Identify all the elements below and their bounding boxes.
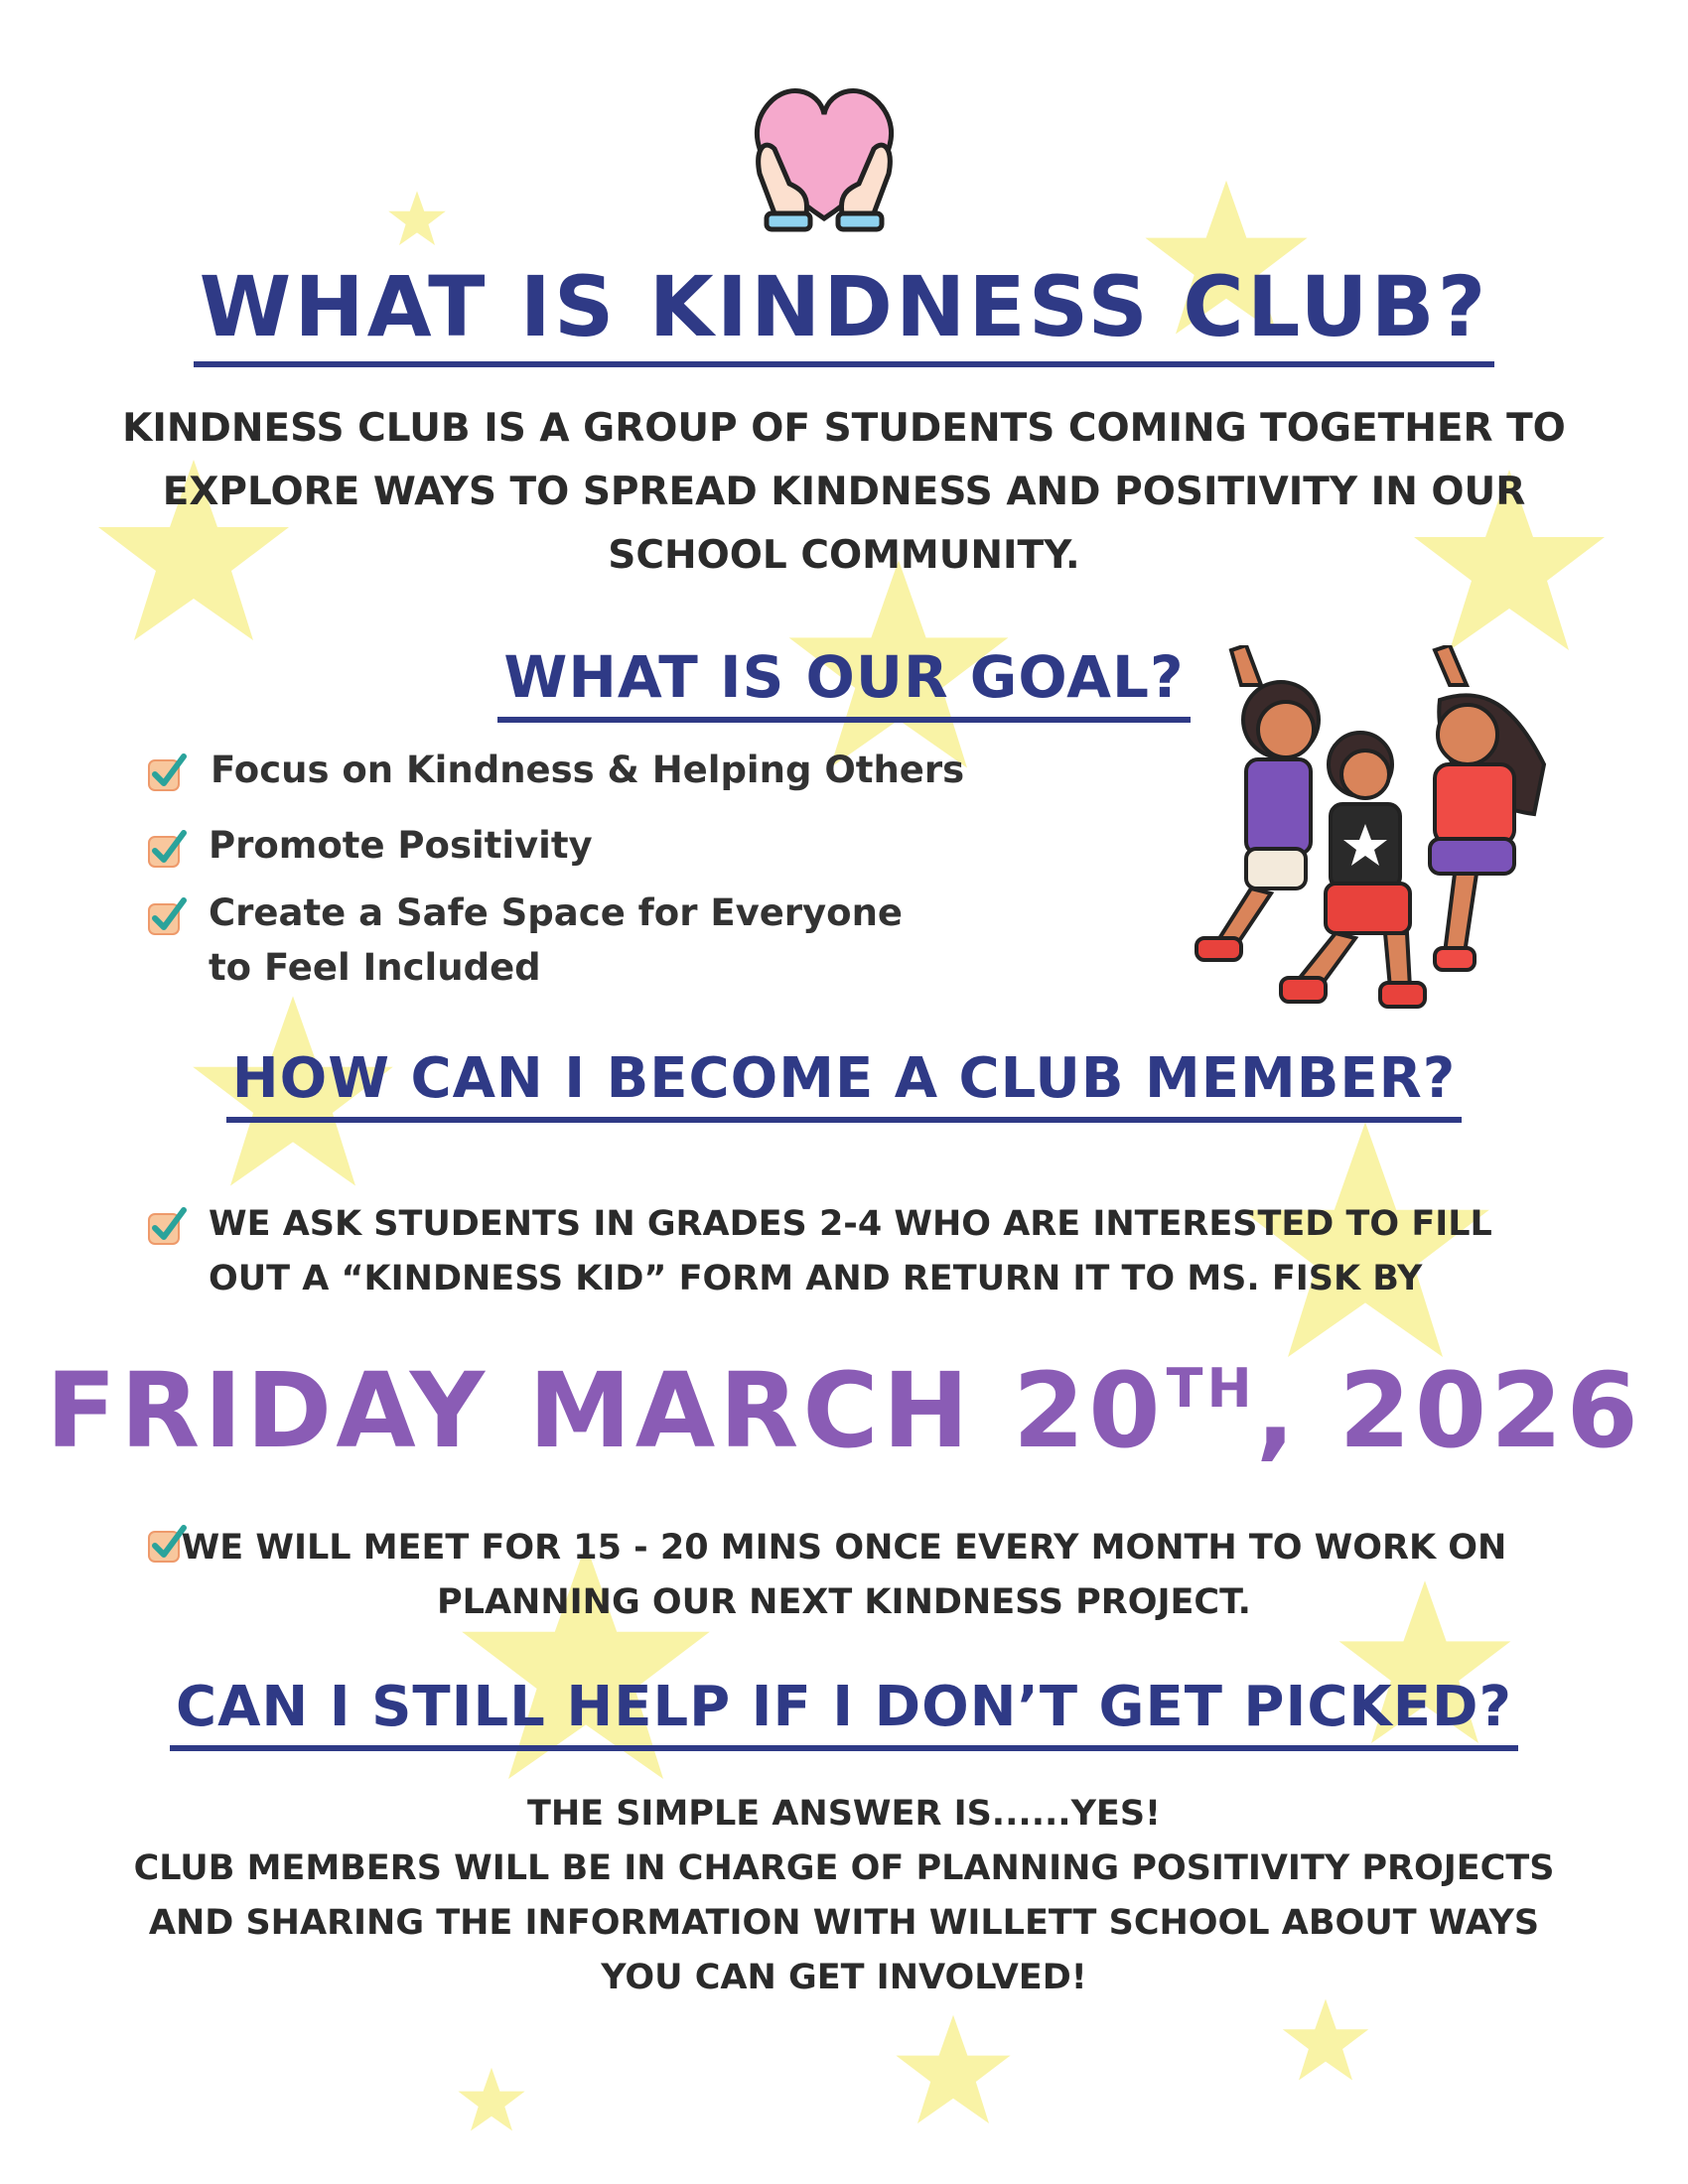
help-answer-line: THE SIMPLE ANSWER IS......YES!	[526, 1794, 1162, 1834]
help-answer	[89, 1787, 1599, 2005]
star-decoration	[894, 2010, 1013, 2129]
checkmark-icon	[147, 896, 187, 936]
member-instructions-line: WE ASK STUDENTS IN GRADES 2-4 WHO ARE INTERESTED TO FILL	[209, 1204, 1492, 1244]
page-title: WHAT IS KINDNESS CLUB?	[0, 258, 1688, 367]
goal-item	[209, 886, 903, 995]
help-answer-line: CLUB MEMBERS WILL BE IN CHARGE OF PLANNING POSITIVITY PROJECTS	[133, 1848, 1555, 1888]
intro-text: KINDNESS CLUB IS A GROUP OF STUDENTS COMING TOGETHER TO EXPLORE WAYS TO SPREAD KINDNESS AND POSITIVITY IN OUR SCHOOL COMMUNITY.	[122, 406, 1566, 578]
checkmark-icon	[147, 829, 187, 869]
goal-item-line: Create a Safe Space for Everyone	[209, 891, 904, 934]
children-illustration	[1187, 645, 1564, 1022]
star-decoration	[387, 189, 447, 248]
help-heading: CAN I STILL HELP IF I DON’T GET PICKED?	[0, 1675, 1688, 1751]
goal-item-line: to Feel Included	[209, 946, 541, 989]
checkmark-icon	[147, 1206, 187, 1246]
heart-hands-icon	[745, 69, 904, 242]
goal-item: Focus on Kindness & Helping Others	[211, 749, 965, 791]
member-instructions-line: OUT A “KINDNESS KID” FORM AND RETURN IT TO MS. FISK BY	[209, 1259, 1423, 1298]
meeting-info-line: WE WILL MEET FOR 15 - 20 MINS ONCE EVERY MONTH TO WORK ON	[181, 1528, 1507, 1568]
goal-item: Promote Positivity	[209, 824, 593, 867]
deadline-date: FRIDAY MARCH 20TH, 2026	[46, 1350, 1642, 1471]
meeting-info	[0, 1521, 1688, 1630]
meeting-info-line: PLANNING OUR NEXT KINDNESS PROJECT.	[437, 1582, 1251, 1622]
checkmark-icon	[147, 752, 187, 792]
help-answer-line: YOU CAN GET INVOLVED!	[601, 1958, 1087, 1997]
help-answer-line: AND SHARING THE INFORMATION WITH WILLETT SCHOOL ABOUT WAYS	[148, 1903, 1540, 1943]
goal-heading: WHAT IS OUR GOAL?	[0, 643, 1688, 723]
member-heading: HOW CAN I BECOME A CLUB MEMBER?	[0, 1046, 1688, 1123]
member-instructions	[209, 1197, 1492, 1306]
star-decoration	[1281, 1995, 1370, 2085]
star-decoration	[457, 2065, 526, 2134]
